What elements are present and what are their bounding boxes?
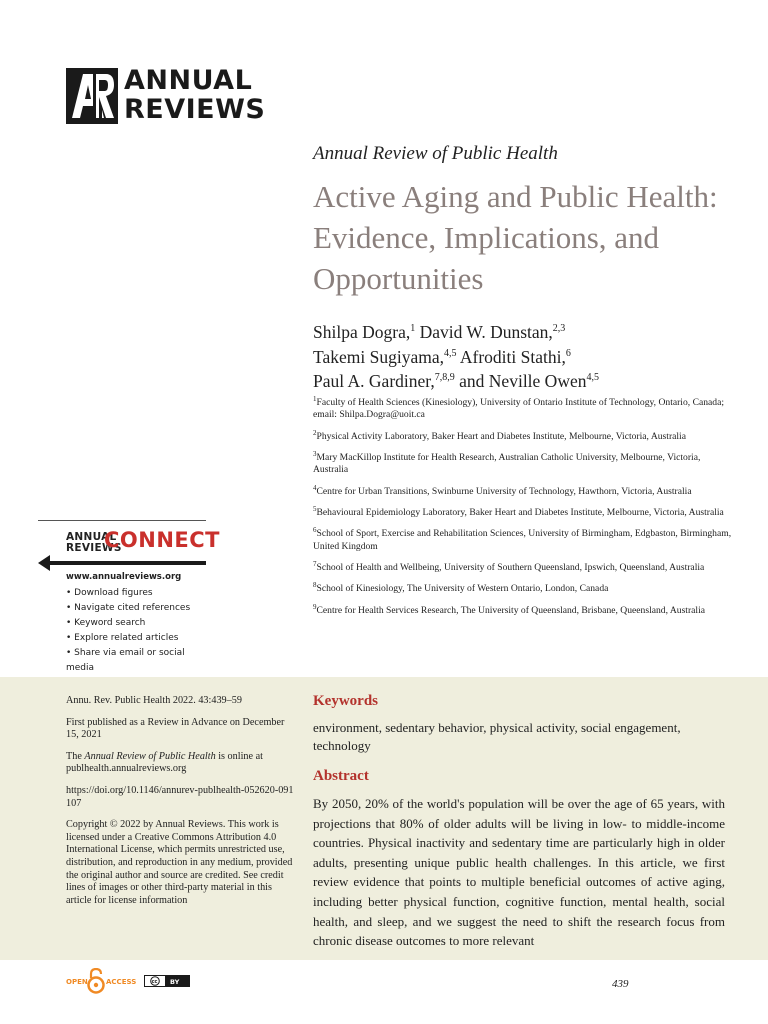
cc-by-license-icon <box>144 975 190 987</box>
connect-url[interactable]: www.annualreviews.org <box>66 572 182 582</box>
access-label: ACCESS <box>106 978 137 986</box>
author-list <box>313 318 753 392</box>
affiliation: $^1$Faculty of Health Sciences (Kinesiology), University of Ontario Institute of Technology, Ontario, Canada; email: Shilpa.Dogra@uoit.ca <box>313 395 724 421</box>
affiliation: $^3$Mary MacKillop Institute for Health Research, Australian Catholic University, Melbourne, Victoria, Australia <box>313 449 701 476</box>
article-title: Active Aging and Public Health: Evidence, Implications, and Opportunities <box>313 179 718 296</box>
open-label: OPEN <box>66 978 88 986</box>
affiliation: $^2$Physical Activity Laboratory, Baker Heart and Diabetes Institute, Melbourne, Victoria, Australia <box>313 428 686 442</box>
keywords: environment, sedentary behavior, physical activity, social engagement, technology <box>313 720 681 753</box>
arrow-left-icon <box>38 554 206 572</box>
journal-name: Annual Review of Public Health <box>313 143 558 164</box>
author: and Neville Owen$^{4,5}$ <box>459 371 599 392</box>
ar-logo-icon <box>66 68 118 124</box>
abstract-text: By 2050, 20% of the world's population will be over the age of 65 years, with projections that 80% of older adults will be living in low- to middle-income countries. Physical inactivity and sedentary time are particularly high in older adults, presenting unique public health challenges. In this article, we first review evidence that points to multiple beneficial outcomes of active aging, including better physical function, cognitive function, mental health, social health, and sleep, and we suggest the need to shift the research focus from chronic disease outcomes to more relevant <box>313 796 725 949</box>
keywords-heading: Keywords <box>313 693 378 709</box>
doi-link[interactable]: https://doi.org/10.1146/annurev-publhealth-052620-091107 <box>66 784 294 809</box>
affiliation: $^9$Centre for Health Services Research, The University of Queensland, Brisbane, Queensland, Australia <box>313 602 706 616</box>
online-location: The Annual Review of Public Health is online at publhealth.annualreviews.org <box>66 750 263 775</box>
article-info-sidebar <box>66 695 296 916</box>
affiliation: $^4$Centre for Urban Transitions, Swinburne University of Technology, Hawthorn, Victoria, Australia <box>313 483 692 497</box>
annual-reviews-logo <box>66 65 266 128</box>
affiliation: $^7$School of Health and Wellbeing, University of Southern Queensland, Ipswich, Queensland, Australia <box>313 559 705 574</box>
logo-line-1: ANNUAL <box>124 65 253 96</box>
abstract-heading: Abstract <box>313 768 369 784</box>
affiliation: $^6$School of Sport, Exercise and Rehabilitation Sciences, University of Birmingham, Edgbaston, Birmingham, United Kingdom <box>313 526 732 552</box>
list-item: • Navigate cited references <box>66 601 206 616</box>
list-item: • Share via email or social media <box>66 646 206 676</box>
author: Shilpa Dogra,$^1$ <box>313 321 416 342</box>
affiliation-list <box>313 393 733 622</box>
connect-feature-list <box>66 586 206 676</box>
connect-label: CONNECT <box>104 528 220 552</box>
page-number: 439 <box>612 978 629 990</box>
list-item: • Explore related articles <box>66 631 206 646</box>
author: Takemi Sugiyama,$^{4,5}$ <box>313 346 457 367</box>
list-item: • Download figures <box>66 586 206 601</box>
list-item: • Keyword search <box>66 616 206 631</box>
open-access-badge <box>66 968 206 994</box>
cc-label: cc <box>151 979 158 986</box>
connect-annual-reviews-label: ANNUAL REVIEWS <box>66 531 122 554</box>
first-published: First published as a Review in Advance on December 15, 2021 <box>66 716 285 741</box>
copyright: Copyright © 2022 by Annual Reviews. This work is licensed under a Creative Commons Attribution 4.0 International License, which permits unrestricted use, distribution, and reproduction in any medium, provided the original author and source are credited. See credit lines of images or other third-party material in this article for license information <box>66 819 293 906</box>
citation: Annu. Rev. Public Health 2022. 43:439–59 <box>66 695 242 706</box>
logo-line-2: REVIEWS <box>124 94 266 125</box>
open-lock-icon <box>89 969 104 993</box>
author: Afroditi Stathi,$^6$ <box>459 346 571 367</box>
affiliation: $^8$School of Kinesiology, The University of Western Ontario, London, Canada <box>313 581 609 595</box>
affiliation: $^5$Behavioural Epidemiology Laboratory, Baker Heart and Diabetes Institute, Melbourne, Victoria, Australia <box>313 504 724 519</box>
annual-reviews-connect-box[interactable] <box>38 520 220 673</box>
by-label: BY <box>170 978 180 986</box>
author: Paul A. Gardiner,$^{7,8,9}$ <box>313 371 455 392</box>
author: David W. Dunstan,$^{2,3}$ <box>419 321 566 342</box>
divider <box>38 520 206 521</box>
